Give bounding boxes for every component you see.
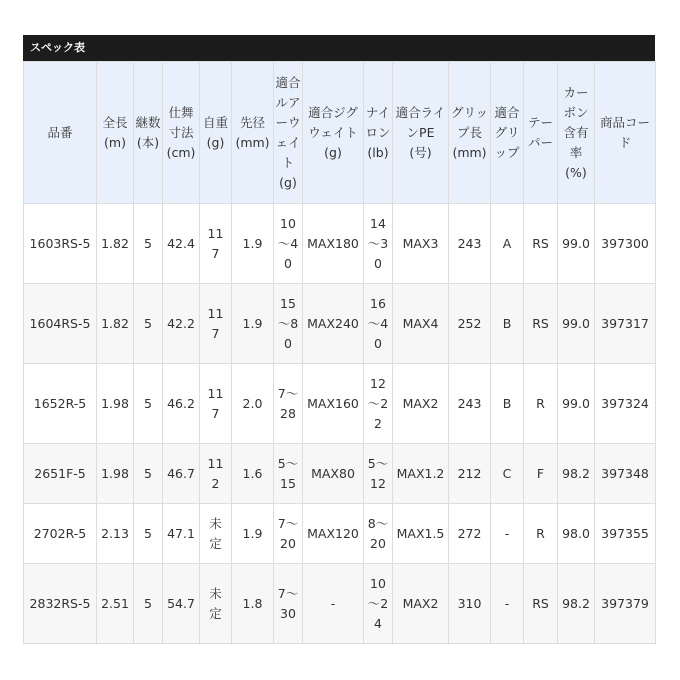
cell-value: MAX240: [307, 315, 359, 331]
cell-value: RS: [532, 235, 549, 251]
col-header: 適合ジグウェイト(g): [303, 62, 364, 204]
cell-value: 1.98: [101, 465, 129, 481]
table-cell: [558, 204, 595, 284]
table-cell: [163, 204, 200, 284]
table-cell: [595, 444, 656, 504]
table-cell: [97, 444, 134, 504]
table-cell: [449, 564, 491, 644]
table-cell: [97, 204, 134, 284]
cell-value: F: [536, 465, 545, 481]
col-header: 適合ラインPE(号): [393, 62, 449, 204]
cell-value: 14～30: [367, 215, 389, 271]
table-row: [24, 564, 656, 644]
table-cell: [134, 564, 163, 644]
cell-value: 98.2: [562, 465, 590, 481]
spec-section: [23, 35, 655, 644]
table-cell: [232, 204, 274, 284]
cell-value: 117: [207, 385, 224, 421]
cell-value: 7～30: [277, 585, 299, 621]
table-cell: [200, 444, 232, 504]
table-cell: [200, 364, 232, 444]
table-row: [24, 504, 656, 564]
table-cell: [449, 204, 491, 284]
table-cell: [449, 364, 491, 444]
cell-value: MAX80: [311, 465, 355, 481]
table-cell: [232, 444, 274, 504]
table-cell: [393, 284, 449, 364]
cell-value: MAX4: [402, 315, 439, 331]
table-cell: [303, 564, 364, 644]
cell-value: A: [502, 235, 512, 251]
table-cell: [200, 564, 232, 644]
table-cell: [232, 364, 274, 444]
col-header: 先径(mm): [232, 62, 274, 204]
cell-value: 310: [457, 595, 482, 611]
table-cell: [24, 364, 97, 444]
cell-value: 7～20: [277, 515, 299, 551]
table-cell: [24, 204, 97, 284]
cell-value: 5: [144, 525, 152, 541]
table-cell: [163, 564, 200, 644]
cell-value: RS: [532, 315, 549, 331]
spec-table: [23, 61, 656, 644]
col-header: 全長(m): [97, 62, 134, 204]
table-cell: [200, 204, 232, 284]
cell-value: 5: [144, 395, 152, 411]
table-cell: [524, 284, 558, 364]
table-cell: [595, 204, 656, 284]
cell-value: 397355: [601, 525, 649, 541]
table-cell: [303, 364, 364, 444]
table-cell: [595, 564, 656, 644]
table-cell: [134, 364, 163, 444]
col-header: 品番: [24, 62, 97, 204]
table-cell: [134, 504, 163, 564]
col-header: 自重(g): [200, 62, 232, 204]
cell-value: 未定: [209, 515, 222, 551]
table-cell: [364, 364, 393, 444]
cell-value: MAX160: [307, 395, 359, 411]
table-cell: [524, 204, 558, 284]
table-row: [24, 444, 656, 504]
table-cell: [274, 444, 303, 504]
cell-value: 1.98: [101, 395, 129, 411]
cell-value: 1652R-5: [33, 395, 87, 411]
table-cell: [24, 564, 97, 644]
col-header: ナイロン(lb): [364, 62, 393, 204]
table-cell: [449, 504, 491, 564]
spec-title-bar: [23, 35, 655, 61]
cell-value: 117: [207, 305, 224, 341]
cell-value: 243: [457, 235, 482, 251]
cell-value: 243: [457, 395, 482, 411]
table-row: [24, 364, 656, 444]
cell-value: 99.0: [562, 315, 590, 331]
table-cell: [491, 364, 524, 444]
table-cell: [595, 504, 656, 564]
cell-value: B: [502, 315, 512, 331]
table-cell: [491, 564, 524, 644]
table-cell: [24, 504, 97, 564]
table-cell: [364, 504, 393, 564]
table-cell: [364, 564, 393, 644]
table-cell: [134, 444, 163, 504]
cell-value: R: [536, 525, 545, 541]
cell-value: 47.1: [167, 525, 195, 541]
table-cell: [232, 284, 274, 364]
cell-value: MAX2: [402, 595, 439, 611]
table-cell: [303, 504, 364, 564]
cell-value: 5～15: [277, 455, 299, 491]
table-cell: [274, 284, 303, 364]
cell-value: 1.9: [242, 525, 263, 541]
cell-value: 7～28: [277, 385, 299, 421]
cell-value: 98.0: [562, 525, 590, 541]
table-cell: [393, 204, 449, 284]
spec-header-row: [24, 62, 656, 204]
cell-value: 117: [207, 225, 224, 261]
spec-table-body: [24, 204, 656, 644]
cell-value: 2651F-5: [34, 465, 86, 481]
table-cell: [364, 444, 393, 504]
table-cell: [232, 504, 274, 564]
cell-value: 2702R-5: [33, 525, 87, 541]
cell-value: 397300: [601, 235, 649, 251]
table-cell: [393, 444, 449, 504]
table-cell: [558, 444, 595, 504]
col-header: テーパー: [524, 62, 558, 204]
cell-value: 16～40: [367, 295, 389, 351]
table-cell: [491, 284, 524, 364]
table-cell: [491, 504, 524, 564]
table-cell: [449, 284, 491, 364]
table-cell: [364, 284, 393, 364]
col-header: 仕舞寸法(cm): [163, 62, 200, 204]
cell-value: 8～20: [367, 515, 389, 551]
cell-value: 397348: [601, 465, 649, 481]
table-cell: [491, 204, 524, 284]
table-row: [24, 204, 656, 284]
cell-value: 99.0: [562, 395, 590, 411]
table-cell: [163, 444, 200, 504]
table-cell: [200, 504, 232, 564]
table-cell: [449, 444, 491, 504]
col-header: 適合ルアーウェイト(g): [274, 62, 303, 204]
cell-value: 397317: [601, 315, 649, 331]
table-cell: [303, 204, 364, 284]
table-cell: [393, 564, 449, 644]
cell-value: 1.8: [242, 595, 263, 611]
table-cell: [393, 504, 449, 564]
table-cell: [200, 284, 232, 364]
cell-value: 5～12: [367, 455, 389, 491]
table-cell: [134, 284, 163, 364]
cell-value: 12～22: [367, 375, 389, 431]
cell-value: 99.0: [562, 235, 590, 251]
cell-value: 15～80: [277, 295, 299, 351]
table-cell: [97, 284, 134, 364]
table-cell: [303, 284, 364, 364]
cell-value: -: [504, 595, 510, 611]
col-header: グリップ長(mm): [449, 62, 491, 204]
cell-value: 2.0: [242, 395, 263, 411]
cell-value: 46.7: [167, 465, 195, 481]
table-cell: [24, 444, 97, 504]
cell-value: 98.2: [562, 595, 590, 611]
cell-value: R: [536, 395, 545, 411]
table-cell: [163, 364, 200, 444]
col-header: カーボン含有率(%): [558, 62, 595, 204]
cell-value: 54.7: [167, 595, 195, 611]
cell-value: 212: [457, 465, 482, 481]
cell-value: 10～40: [277, 215, 299, 271]
cell-value: -: [504, 525, 510, 541]
spec-title: スペック表: [30, 41, 85, 54]
table-cell: [524, 564, 558, 644]
cell-value: RS: [532, 595, 549, 611]
table-cell: [232, 564, 274, 644]
table-cell: [524, 444, 558, 504]
cell-value: 2.13: [101, 525, 129, 541]
cell-value: MAX180: [307, 235, 359, 251]
table-cell: [524, 364, 558, 444]
table-cell: [595, 284, 656, 364]
table-cell: [97, 504, 134, 564]
cell-value: 112: [207, 455, 224, 491]
cell-value: MAX1.5: [396, 525, 445, 541]
cell-value: 1.82: [101, 235, 129, 251]
table-row: [24, 284, 656, 364]
table-cell: [524, 504, 558, 564]
table-cell: [97, 564, 134, 644]
cell-value: 5: [144, 315, 152, 331]
table-cell: [274, 364, 303, 444]
cell-value: 5: [144, 465, 152, 481]
table-cell: [491, 444, 524, 504]
table-cell: [558, 564, 595, 644]
cell-value: MAX3: [402, 235, 439, 251]
table-cell: [274, 204, 303, 284]
cell-value: B: [502, 395, 512, 411]
table-cell: [558, 364, 595, 444]
cell-value: MAX1.2: [396, 465, 445, 481]
table-cell: [274, 504, 303, 564]
col-header: 適合グリップ: [491, 62, 524, 204]
cell-value: 252: [457, 315, 482, 331]
cell-value: 42.4: [167, 235, 195, 251]
table-cell: [393, 364, 449, 444]
cell-value: 1.9: [242, 235, 263, 251]
cell-value: 2832RS-5: [29, 595, 91, 611]
table-cell: [134, 204, 163, 284]
cell-value: 42.2: [167, 315, 195, 331]
col-header: 継数(本): [134, 62, 163, 204]
cell-value: -: [330, 595, 336, 611]
cell-value: 5: [144, 595, 152, 611]
cell-value: 2.51: [101, 595, 129, 611]
table-cell: [303, 444, 364, 504]
cell-value: 1.82: [101, 315, 129, 331]
cell-value: 397324: [601, 395, 649, 411]
table-cell: [558, 504, 595, 564]
col-header: 商品コード: [595, 62, 656, 204]
cell-value: 未定: [209, 585, 222, 621]
table-cell: [163, 284, 200, 364]
cell-value: 272: [457, 525, 482, 541]
table-cell: [274, 564, 303, 644]
cell-value: MAX2: [402, 395, 439, 411]
cell-value: C: [502, 465, 512, 481]
cell-value: 5: [144, 235, 152, 251]
cell-value: 1.6: [242, 465, 263, 481]
cell-value: MAX120: [307, 525, 359, 541]
table-cell: [558, 284, 595, 364]
cell-value: 10～24: [367, 575, 389, 631]
cell-value: 397379: [601, 595, 649, 611]
table-cell: [97, 364, 134, 444]
table-cell: [595, 364, 656, 444]
table-cell: [163, 504, 200, 564]
cell-value: 1604RS-5: [29, 315, 91, 331]
cell-value: 1603RS-5: [29, 235, 91, 251]
table-cell: [24, 284, 97, 364]
cell-value: 46.2: [167, 395, 195, 411]
cell-value: 1.9: [242, 315, 263, 331]
table-cell: [364, 204, 393, 284]
